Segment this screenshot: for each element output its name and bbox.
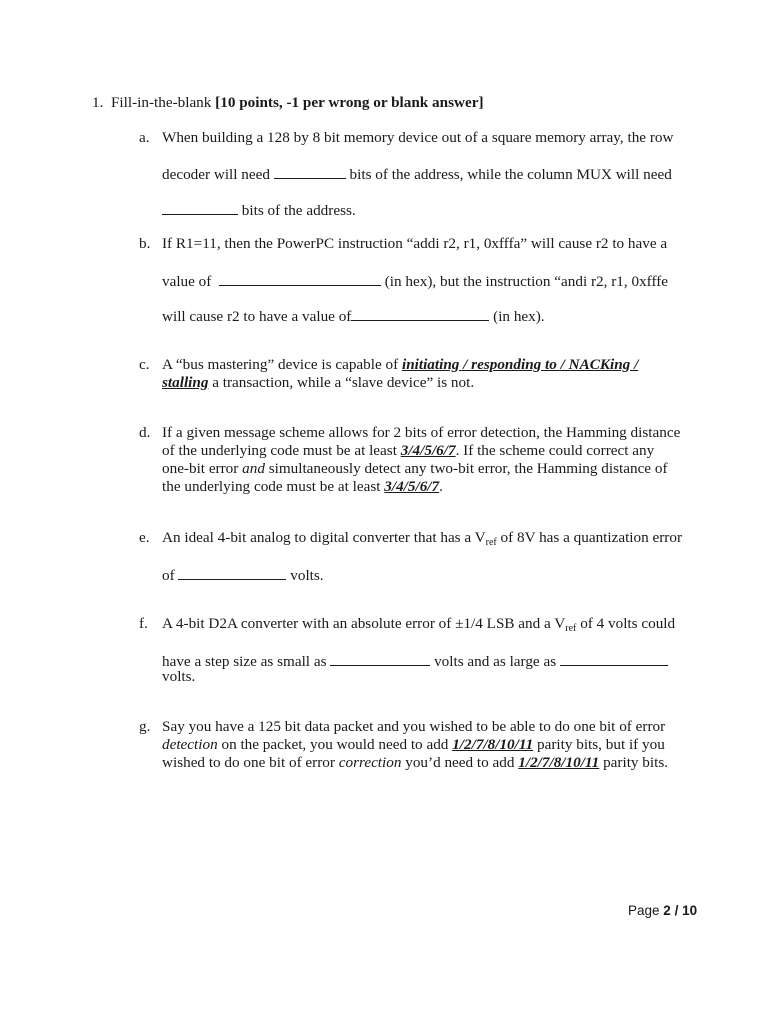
item-d-line1: If a given message scheme allows for 2 bits of error detection, the Hamming distance (162, 424, 681, 441)
item-g-line2: detection on the packet, you would need to add 1/2/7/8/10/11 parity bits, but if you (162, 736, 665, 753)
item-b-label: b. (139, 235, 151, 252)
choice-option-stalling[interactable]: stalling (162, 374, 209, 391)
item-f-line3: volts. (162, 668, 196, 685)
answer-blank-row-bits[interactable] (274, 164, 346, 179)
item-d-line4: the underlying code must be at least 3/4/5/6/7. (162, 478, 443, 495)
choice-options-detection-distance[interactable]: 3/4/5/6/7 (400, 442, 456, 459)
item-c-line1: A “bus mastering” device is capable of initiating / responding to / NACKing / (162, 356, 639, 373)
answer-blank-addi-result[interactable] (219, 271, 381, 286)
choice-options-correction-distance[interactable]: 3/4/5/6/7 (384, 478, 440, 495)
item-f-label: f. (139, 615, 148, 632)
page-number: Page 2 / 10 (628, 903, 698, 918)
item-g-line3: wished to do one bit of error correction you’d need to add 1/2/7/8/10/11 parity bits. (162, 754, 669, 771)
item-a-label: a. (139, 129, 150, 146)
item-d-label: d. (139, 424, 151, 441)
question-title: Fill-in-the-blank (110, 94, 212, 111)
answer-blank-column-bits[interactable] (162, 200, 238, 215)
choice-options-correction-parity[interactable]: 1/2/7/8/10/11 (518, 754, 600, 771)
item-c-line2: stalling a transaction, while a “slave device” is not. (162, 374, 475, 391)
item-g-line1: Say you have a 125 bit data packet and you wished to be able to do one bit of error (162, 718, 666, 735)
item-f-line1: A 4-bit D2A converter with an absolute error of ±1/4 LSB and a $V_{ref}$ of 4 volts could (162, 615, 676, 634)
item-d-line2: of the underlying code must be at least 3/4/5/6/7. If the scheme could correct any (162, 442, 655, 459)
item-b-line3: will cause r2 to have a value of (in hex). (162, 308, 545, 325)
choice-options-detection-parity[interactable]: 1/2/7/8/10/11 (452, 736, 534, 753)
item-g-label: g. (139, 718, 151, 735)
item-e-label: e. (139, 529, 150, 546)
answer-blank-andi-result[interactable] (351, 306, 489, 321)
question-number: 1. (92, 94, 104, 111)
item-e-line1: An ideal 4-bit analog to digital converter that has a $V_{ref}$ of 8V has a quantization error (162, 529, 683, 548)
question-points: [10 points, -1 per wrong or blank answer] (215, 94, 484, 111)
answer-blank-quantization-error[interactable] (178, 565, 286, 580)
item-b-line2: value of (in hex), but the instruction “andi r2, r1, 0xfffe (162, 273, 669, 290)
item-a-line2: decoder will need bits of the address, while the column MUX will need (162, 166, 672, 183)
item-a-line1: When building a 128 by 8 bit memory device out of a square memory array, the row (162, 129, 674, 146)
answer-blank-max-step[interactable] (560, 651, 668, 666)
answer-blank-min-step[interactable] (330, 651, 430, 666)
question-header (92, 94, 484, 112)
choice-options-bus-mastering[interactable]: initiating / responding to / NACKing / (401, 356, 639, 373)
item-e-line2: of volts. (162, 567, 324, 584)
item-c-label: c. (139, 356, 150, 373)
item-a-line3: bits of the address. (162, 200, 356, 220)
item-f-line2: have a step size as small as volts and as large as (162, 651, 668, 671)
item-d-line3: one-bit error and simultaneously detect any two-bit error, the Hamming distance of (162, 460, 668, 477)
item-b-line1: If R1=11, then the PowerPC instruction “addi r2, r1, 0xfffa” will cause r2 to have a (162, 235, 668, 252)
